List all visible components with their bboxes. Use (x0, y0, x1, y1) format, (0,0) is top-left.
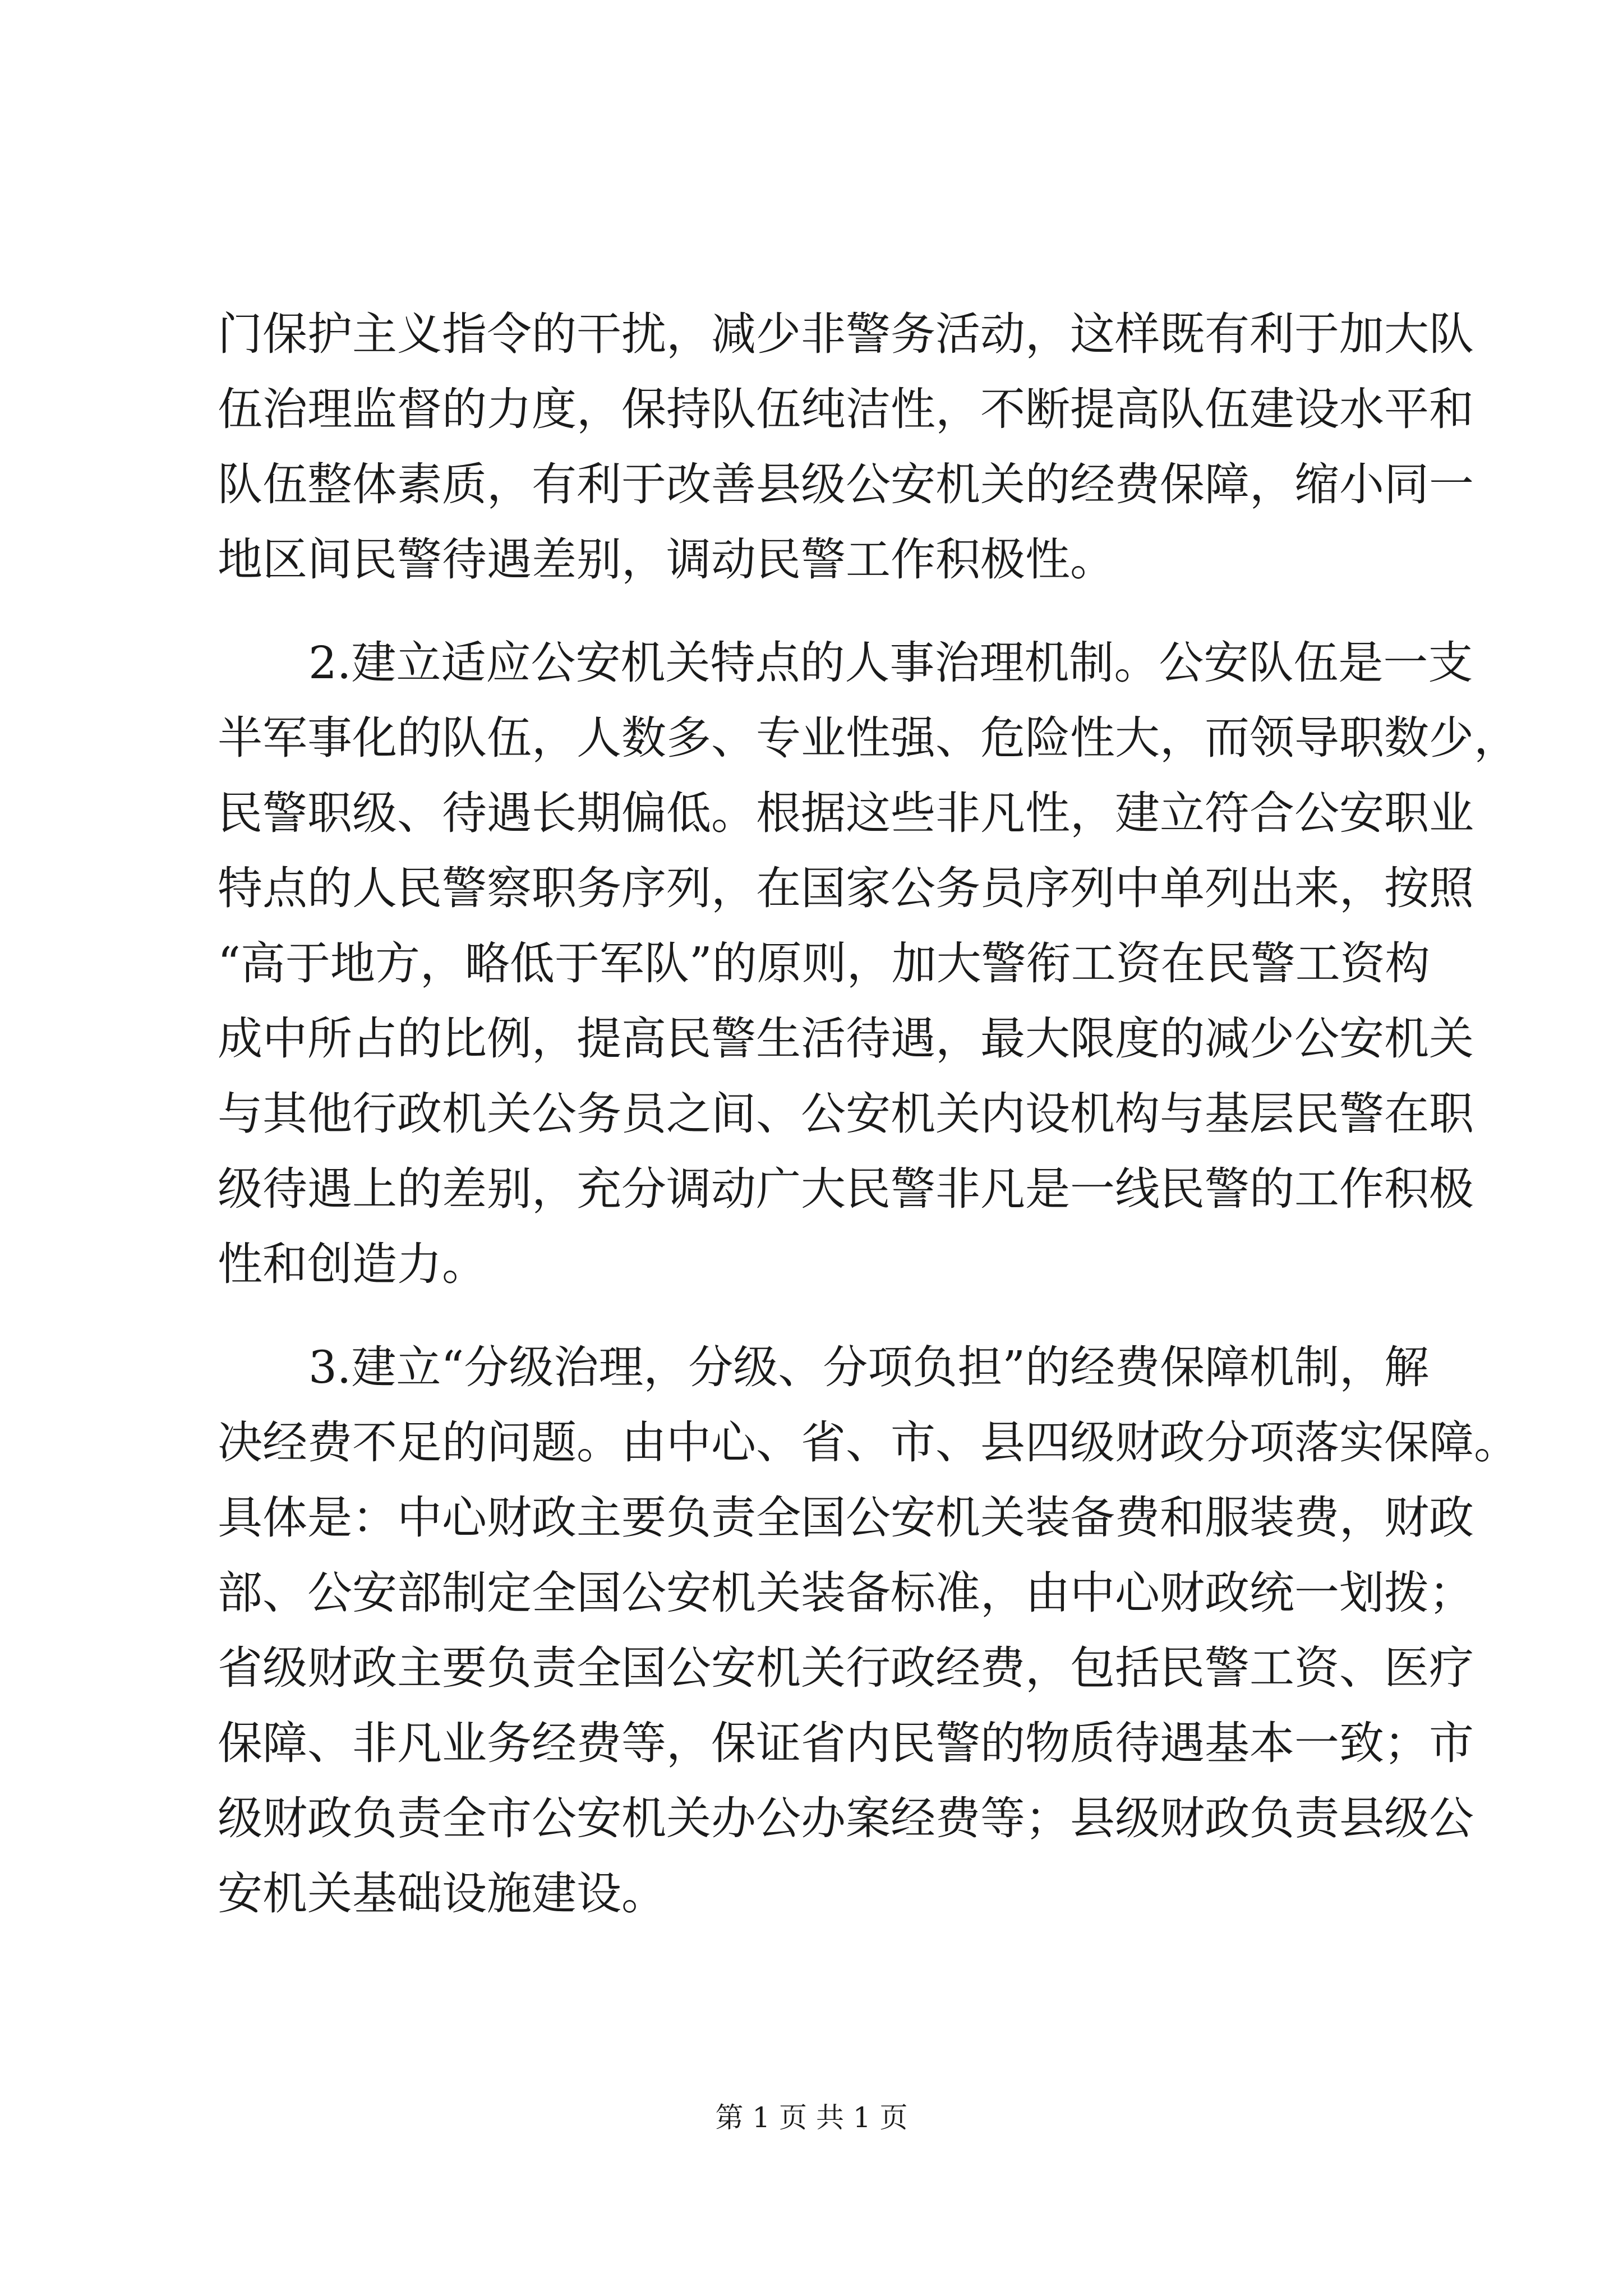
paragraph-3-line-1: 3.建立“分级治理，分级、分项负担”的经费保障机制，解 (308, 1341, 1430, 1393)
paragraph-2-line-9: 性和创造力。 (218, 1238, 487, 1290)
paragraph-2-line-2: 半军事化的队伍，人数多、专业性强、危险性大，而领导职数少， (218, 712, 1519, 764)
paragraph-3-line-5: 省级财政主要负责全国公安机关行政经费，包括民警工资、医疗 (218, 1642, 1474, 1694)
paragraph-2-line-5: “高于地方，略低于军队”的原则，加大警衔工资在民警工资构 (218, 937, 1430, 990)
paragraph-3-line-6: 保障、非凡业务经费等，保证省内民警的物质待遇基本一致；市 (218, 1717, 1474, 1769)
paragraph-3-line-8: 安机关基础设施建设。 (218, 1867, 666, 1920)
paragraph-2-line-8: 级待遇上的差别，充分调动广大民警非凡是一线民警的工作积极 (218, 1163, 1474, 1215)
page-number-footer: 第 1 页 共 1 页 (715, 2101, 908, 2134)
paragraph-2-line-1: 2.建立适应公安机关特点的人事治理机制。公安队伍是一支 (308, 637, 1473, 689)
paragraph-2-line-6: 成中所占的比例，提高民警生活待遇，最大限度的减少公安机关 (218, 1013, 1474, 1065)
paragraph-3-line-2: 决经费不足的问题。由中心、省、市、县四级财政分项落实保障。 (218, 1416, 1519, 1469)
paragraph-1-line-4: 地区间民警待遇差别，调动民警工作积极性。 (218, 533, 1115, 586)
paragraph-1-line-3: 队伍整体素质，有利于改善县级公安机关的经费保障，缩小同一 (218, 458, 1474, 510)
paragraph-2-line-4: 特点的人民警察职务序列，在国家公务员序列中单列出来，按照 (218, 862, 1474, 914)
paragraph-1-line-1: 门保护主义指令的干扰，减少非警务活动，这样既有利于加大队 (218, 308, 1474, 360)
paragraph-1-line-2: 伍治理监督的力度，保持队伍纯洁性，不断提高队伍建设水平和 (218, 383, 1474, 435)
paragraph-3-line-3: 具体是：中心财政主要负责全国公安机关装备费和服装费，财政 (218, 1492, 1474, 1544)
paragraph-3-line-4: 部、公安部制定全国公安机关装备标准，由中心财政统一划拨； (218, 1567, 1474, 1619)
paragraph-3-line-7: 级财政负责全市公安机关办公办案经费等；县级财政负责县级公 (218, 1792, 1474, 1844)
paragraph-2-line-7: 与其他行政机关公务员之间、公安机关内设机构与基层民警在职 (218, 1088, 1474, 1140)
paragraph-2-line-3: 民警职级、待遇长期偏低。根据这些非凡性，建立符合公安职业 (218, 787, 1474, 839)
